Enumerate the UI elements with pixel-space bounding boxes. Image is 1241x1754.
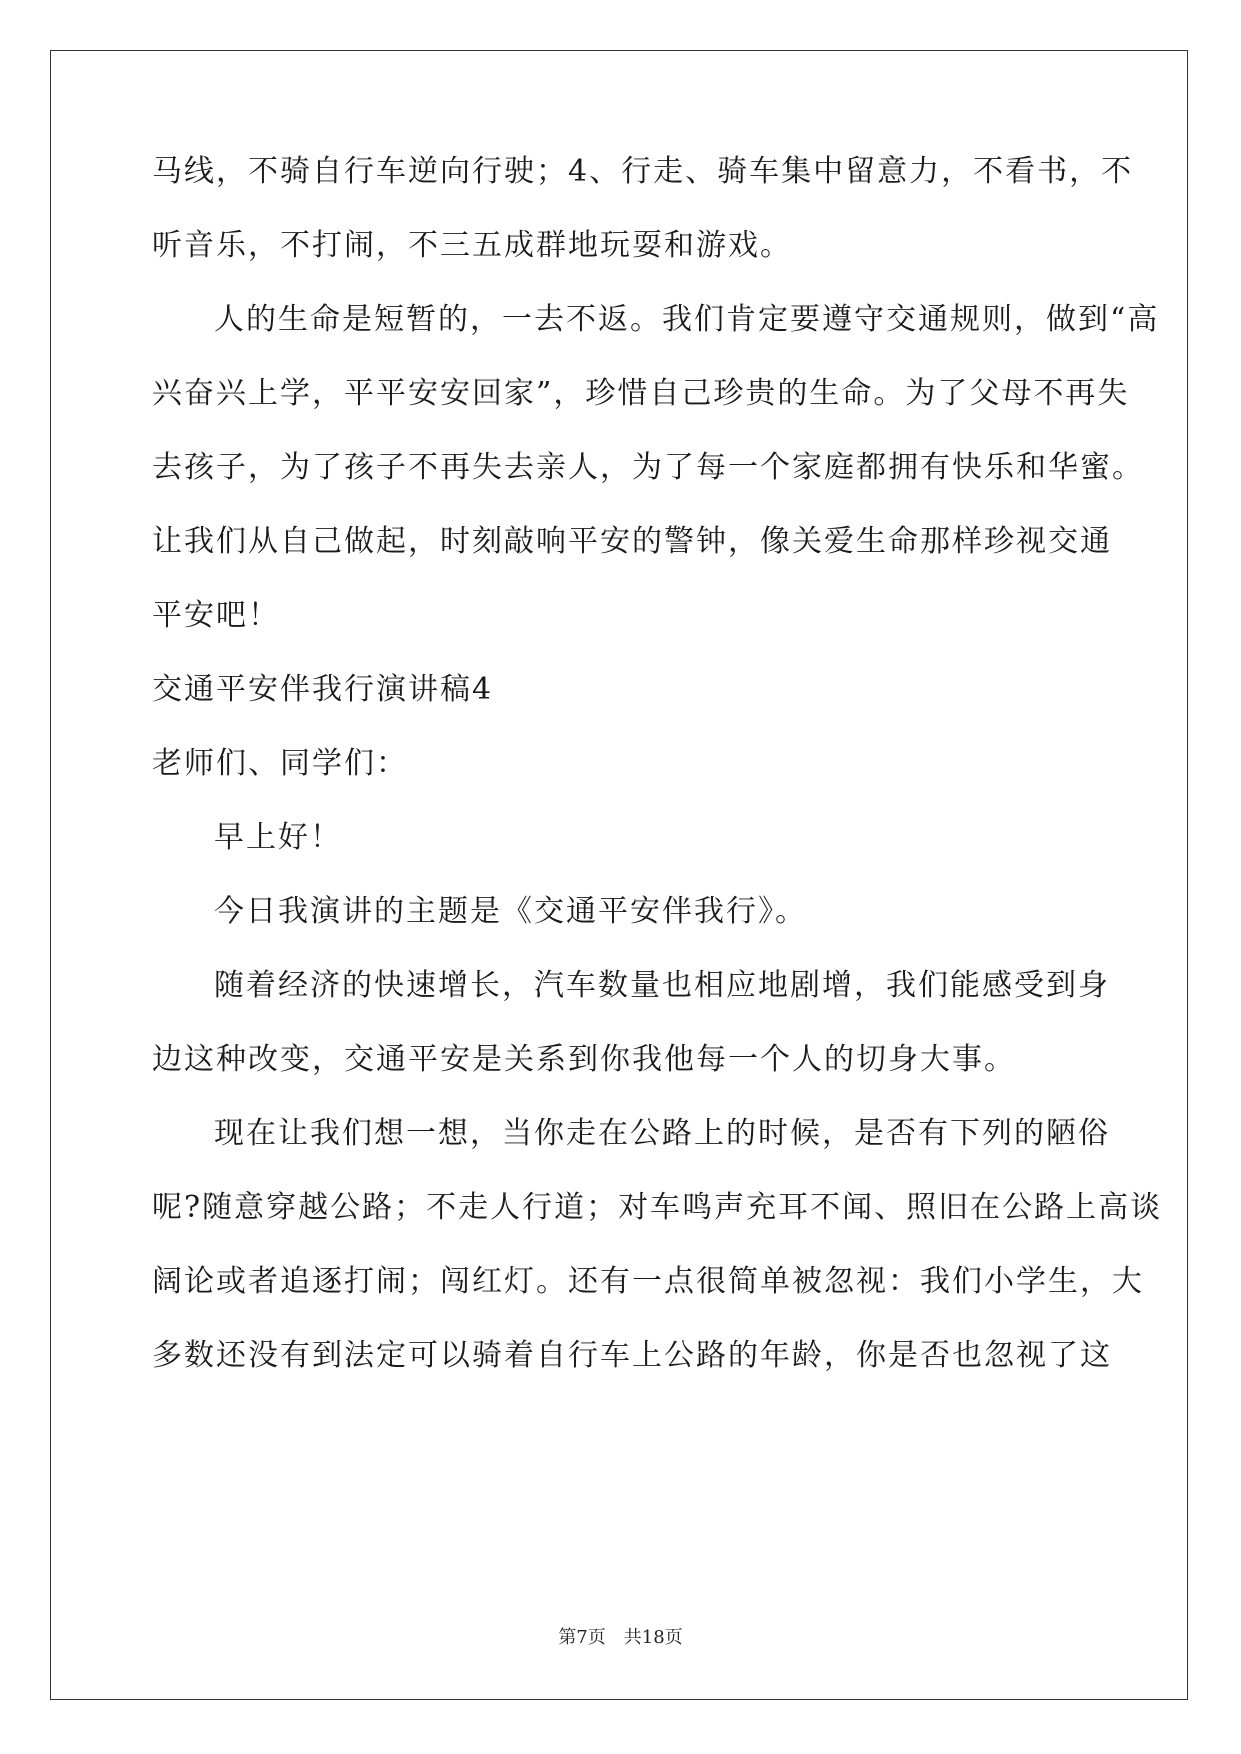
text-line: 多数还没有到法定可以骑着自行车上公路的年龄，你是否也忽视了这 [152, 1338, 1112, 1373]
salutation: 老师们、同学们： [152, 746, 408, 781]
text-line: 边这种改变，交通平安是关系到你我他每一个人的切身大事。 [152, 1042, 1016, 1077]
text-line: 阔论或者追逐打闹；闯红灯。还有一点很简单被忽视：我们小学生，大 [152, 1264, 1144, 1299]
text-line: 随着经济的快速增长，汽车数量也相应地剧增，我们能感受到身 [214, 968, 1110, 1003]
greeting: 早上好！ [214, 820, 342, 855]
page-number: 第7页 共18页 [558, 1627, 683, 1648]
text-line: 平安吧！ [152, 598, 280, 633]
text-line: 去孩子，为了孩子不再失去亲人，为了每一个家庭都拥有快乐和华蜜。 [152, 450, 1144, 485]
text-line: 人的生命是短暂的，一去不返。我们肯定要遵守交通规则，做到“高 [214, 302, 1160, 337]
text-line: 听音乐，不打闹，不三五成群地玩耍和游戏。 [152, 228, 792, 263]
text-line: 呢?随意穿越公路；不走人行道；对车鸣声充耳不闻、照旧在公路上高谈 [152, 1190, 1163, 1225]
text-line: 兴奋兴上学，平平安安回家”，珍惜自己珍贵的生命。为了父母不再失 [152, 376, 1130, 411]
text-line: 让我们从自己做起，时刻敲响平安的警钟，像关爱生命那样珍视交通 [152, 524, 1112, 559]
text-line: 马线，不骑自行车逆向行驶；4、行走、骑车集中留意力，不看书，不 [152, 154, 1134, 189]
text-line: 今日我演讲的主题是《交通平安伴我行》。 [214, 894, 807, 929]
section-heading: 交通平安伴我行演讲稿4 [152, 672, 494, 707]
text-line: 现在让我们想一想，当你走在公路上的时候，是否有下列的陋俗 [214, 1116, 1110, 1151]
page-border [50, 50, 1188, 1700]
